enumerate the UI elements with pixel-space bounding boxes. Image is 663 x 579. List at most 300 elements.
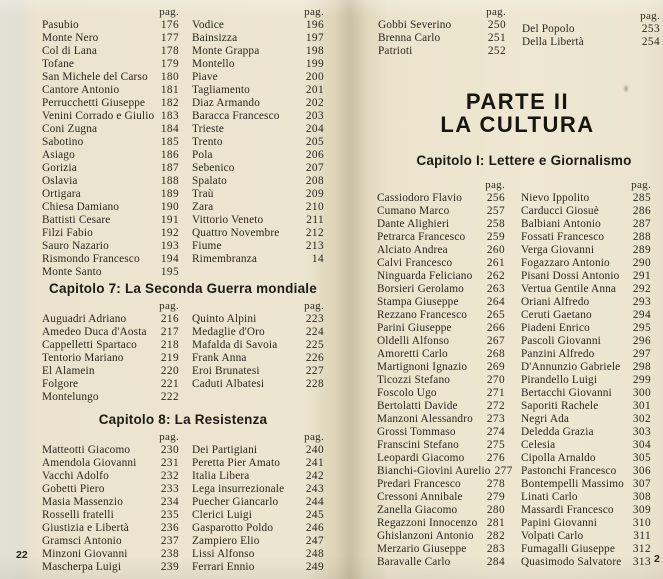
entry-name: Cipolla Arnaldo: [521, 452, 596, 464]
entry-page-number: 238: [160, 548, 179, 560]
entry-page-number: 297: [632, 348, 651, 360]
entry-name: Matteotti Giacomo: [42, 444, 131, 456]
entry-page-number: 286: [632, 205, 651, 217]
index-entry: [522, 36, 660, 49]
index-entry: [42, 227, 179, 240]
index-entry: [192, 561, 324, 574]
index-entry: [521, 517, 651, 530]
entry-name: Asiago: [42, 149, 75, 161]
index-entry: [377, 543, 505, 556]
entry-page-number: 247: [305, 535, 324, 547]
entry-name: Monte Nero: [42, 32, 99, 44]
entry-name: Baravalle Carlo: [377, 556, 451, 568]
entry-name: Minzoni Giovanni: [42, 548, 128, 560]
index-entry: [377, 257, 505, 270]
index-entry: [521, 439, 651, 452]
entry-name: Calvi Francesco: [377, 257, 453, 269]
index-entry: [377, 231, 505, 244]
entry-name: Traù: [192, 188, 214, 200]
index-entry: [521, 231, 651, 244]
entry-name: Battisti Cesare: [42, 214, 111, 226]
entry-name: Spalato: [192, 175, 227, 187]
entry-name: Tagliamento: [192, 84, 250, 96]
entry-name: Dante Alighieri: [377, 218, 450, 230]
entry-name: Bertacchi Giovanni: [521, 387, 612, 399]
index-entry: [42, 561, 179, 574]
entry-name: Fiume: [192, 240, 222, 252]
index-entry: [521, 257, 651, 270]
index-entry: [192, 136, 324, 149]
index-list: [192, 444, 324, 574]
entry-name: Patrioti: [378, 45, 413, 57]
index-entry: [521, 270, 651, 283]
index-column: [42, 300, 179, 404]
entry-name: Italia Libera: [192, 470, 250, 482]
index-entry: [377, 426, 505, 439]
entry-page-number: 200: [305, 71, 324, 83]
entry-name: Oldelli Alfonso: [377, 335, 450, 347]
entry-page-number: 204: [305, 123, 324, 135]
pag-header: pag.: [159, 6, 179, 18]
index-entry: [377, 387, 505, 400]
index-column: [522, 10, 660, 49]
index-entry: [192, 378, 324, 391]
chapter8-title: Capitolo 8: La Resistenza: [98, 412, 268, 427]
entry-page-number: 308: [632, 491, 651, 503]
index-entry: [378, 19, 506, 32]
entry-name: Tofane: [42, 58, 75, 70]
entry-name: Gobbi Severino: [378, 19, 452, 31]
entry-page-number: 294: [632, 309, 651, 321]
index-entry: [521, 309, 651, 322]
entry-name: Mafalda di Savoia: [192, 339, 278, 351]
index-entry: [192, 339, 324, 352]
entry-name: Amedeo Duca d'Aosta: [42, 326, 147, 338]
entry-name: Deledda Grazia: [521, 426, 594, 438]
entry-name: Amendola Giovanni: [42, 457, 137, 469]
entry-page-number: 199: [305, 58, 324, 70]
entry-name: Carducci Giosuè: [521, 205, 599, 217]
index-entry: [378, 32, 506, 45]
entry-name: Parini Giuseppe: [377, 322, 452, 334]
index-entry: [192, 496, 324, 509]
entry-page-number: 198: [305, 45, 324, 57]
entry-page-number: 209: [305, 188, 324, 200]
entry-page-number: 266: [486, 322, 505, 334]
entry-page-number: 222: [160, 391, 179, 403]
pag-header: pag.: [485, 179, 505, 191]
index-entry: [42, 19, 179, 32]
index-entry: [377, 192, 505, 205]
entry-page-number: 304: [632, 439, 651, 451]
entry-page-number: 213: [305, 240, 324, 252]
entry-page-number: 289: [632, 244, 651, 256]
index-entry: [377, 556, 505, 569]
part-title-line1: PARTE II: [465, 89, 570, 114]
entry-page-number: 260: [486, 244, 505, 256]
entry-name: Cappelletti Spartaco: [42, 339, 137, 351]
pag-header: pag.: [640, 10, 660, 22]
entry-name: San Michele del Carso: [42, 71, 148, 83]
index-entry: [377, 283, 505, 296]
index-list: [522, 23, 660, 49]
index-entry: [377, 517, 505, 530]
pag-header: pag.: [159, 431, 179, 443]
entry-page-number: 206: [305, 149, 324, 161]
index-entry: [42, 253, 179, 266]
entry-page-number: 287: [632, 218, 651, 230]
entry-name: Pola: [192, 149, 213, 161]
index-entry: [42, 365, 179, 378]
index-column: [192, 300, 324, 391]
entry-name: Bainsizza: [192, 32, 238, 44]
index-entry: [42, 548, 179, 561]
entry-name: Masia Massenzio: [42, 496, 123, 508]
part-title-line2: LA CULTURA: [440, 112, 595, 137]
entry-page-number: 253: [641, 23, 660, 35]
index-entry: [192, 365, 324, 378]
index-entry: [192, 19, 324, 32]
entry-page-number: 262: [486, 270, 505, 282]
entry-name: Nievo Ippolito: [521, 192, 590, 204]
index-entry: [377, 452, 505, 465]
entry-name: Trieste: [192, 123, 225, 135]
entry-name: Mascherpa Luigi: [42, 561, 122, 573]
entry-name: Vertua Gentile Anna: [521, 283, 617, 295]
entry-page-number: 305: [632, 452, 651, 464]
entry-page-number: 276: [486, 452, 505, 464]
index-entry: [377, 491, 505, 504]
index-entry: [192, 483, 324, 496]
entry-name: Frank Anna: [192, 352, 247, 364]
entry-page-number: 180: [160, 71, 179, 83]
entry-name: Rezzano Francesco: [377, 309, 468, 321]
entry-name: Folgore: [42, 378, 79, 390]
entry-page-number: 177: [160, 32, 179, 44]
entry-name: Ferrari Ennio: [192, 561, 255, 573]
index-entry: [192, 214, 324, 227]
index-entry: [42, 71, 179, 84]
index-entry: [192, 352, 324, 365]
entry-page-number: 193: [160, 240, 179, 252]
index-entry: [521, 452, 651, 465]
entry-page-number: 258: [486, 218, 505, 230]
pag-header: pag.: [631, 179, 651, 191]
index-list: [42, 313, 179, 404]
index-entry: [192, 97, 324, 110]
entry-page-number: 300: [632, 387, 651, 399]
entry-name: Caduti Albatesi: [192, 378, 265, 390]
entry-page-number: 228: [305, 378, 324, 390]
entry-page-number: 225: [305, 339, 324, 351]
pag-header: pag.: [304, 431, 324, 443]
index-column: [42, 431, 179, 574]
entry-page-number: 212: [305, 227, 324, 239]
entry-name: Saporiti Rachele: [521, 400, 599, 412]
index-list: [521, 192, 651, 569]
index-list: [192, 313, 324, 391]
entry-name: El Alamein: [42, 365, 95, 377]
index-column: [521, 179, 651, 569]
entry-page-number: 280: [486, 504, 505, 516]
entry-name: Celesia: [521, 439, 556, 451]
entry-name: Foscolo Ugo: [377, 387, 437, 399]
entry-page-number: 232: [160, 470, 179, 482]
index-entry: [42, 214, 179, 227]
index-entry: [42, 522, 179, 535]
entry-page-number: 285: [632, 192, 651, 204]
entry-page-number: 244: [305, 496, 324, 508]
index-entry: [42, 496, 179, 509]
entry-name: Merzario Giuseppe: [377, 543, 467, 555]
index-entry: [521, 283, 651, 296]
entry-name: Baracca Francesco: [192, 110, 280, 122]
entry-name: Negri Ada: [521, 413, 570, 425]
entry-page-number: 227: [305, 365, 324, 377]
entry-name: Col di Lana: [42, 45, 97, 57]
index-entry: [42, 84, 179, 97]
entry-name: Manzoni Alessandro: [377, 413, 473, 425]
entry-name: Giustizia e Libertà: [42, 522, 129, 534]
entry-name: Petrarca Francesco: [377, 231, 466, 243]
index-entry: [42, 162, 179, 175]
index-entry: [522, 23, 660, 36]
index-entry: [521, 244, 651, 257]
entry-name: Piave: [192, 71, 218, 83]
entry-page-number: 274: [486, 426, 505, 438]
entry-page-number: 256: [486, 192, 505, 204]
entry-name: Alciato Andrea: [377, 244, 448, 256]
index-list: [192, 19, 324, 266]
index-entry: [377, 478, 505, 491]
entry-page-number: 205: [305, 136, 324, 148]
entry-name: Perrucchetti Giuseppe: [42, 97, 146, 109]
index-entry: [192, 149, 324, 162]
entry-page-number: 254: [641, 36, 660, 48]
entry-page-number: 309: [632, 504, 651, 516]
index-entry: [192, 326, 324, 339]
entry-page-number: 293: [632, 296, 651, 308]
entry-page-number: 207: [305, 162, 324, 174]
index-entry: [521, 335, 651, 348]
index-entry: [521, 491, 651, 504]
entry-page-number: 194: [160, 253, 179, 265]
entry-name: Zampiero Elio: [192, 535, 260, 547]
entry-name: Borsieri Gerolamo: [377, 283, 464, 295]
entry-name: Amoretti Carlo: [377, 348, 448, 360]
entry-name: Fumagalli Giuseppe: [521, 543, 616, 555]
index-entry: [378, 45, 506, 58]
entry-page-number: 259: [486, 231, 505, 243]
index-entry: [42, 352, 179, 365]
entry-name: Zara: [192, 201, 214, 213]
index-column: [192, 6, 324, 266]
index-entry: [42, 266, 179, 279]
index-entry: [377, 244, 505, 257]
index-entry: [42, 175, 179, 188]
pag-header: pag.: [486, 6, 506, 18]
entry-name: Piadeni Enrico: [521, 322, 590, 334]
index-entry: [42, 470, 179, 483]
entry-page-number: 270: [486, 374, 505, 386]
chapter1-title: Capitolo I: Lettere e Giornalismo: [416, 153, 632, 168]
entry-page-number: 196: [305, 19, 324, 31]
index-entry: [42, 483, 179, 496]
entry-name: Sebenico: [192, 162, 235, 174]
index-entry: [42, 378, 179, 391]
entry-page-number: 202: [305, 97, 324, 109]
entry-name: Pirandello Luigi: [521, 374, 598, 386]
entry-page-number: 189: [160, 188, 179, 200]
entry-page-number: 239: [160, 561, 179, 573]
index-entry: [42, 535, 179, 548]
entry-page-number: 231: [160, 457, 179, 469]
entry-page-number: 219: [160, 352, 179, 364]
index-entry: [42, 391, 179, 404]
entry-page-number: 235: [160, 509, 179, 521]
index-entry: [521, 387, 651, 400]
index-entry: [192, 45, 324, 58]
entry-page-number: 233: [160, 483, 179, 495]
index-entry: [42, 136, 179, 149]
index-entry: [42, 326, 179, 339]
entry-name: Oriani Alfredo: [521, 296, 590, 308]
entry-name: Quinto Alpini: [192, 313, 257, 325]
entry-page-number: 203: [305, 110, 324, 122]
entry-page-number: 236: [160, 522, 179, 534]
index-entry: [42, 188, 179, 201]
entry-name: Volpati Carlo: [521, 530, 584, 542]
entry-page-number: 188: [160, 175, 179, 187]
index-entry: [192, 509, 324, 522]
entry-page-number: 242: [305, 470, 324, 482]
index-column: [378, 6, 506, 58]
index-entry: [42, 110, 179, 123]
index-entry: [377, 309, 505, 322]
entry-page-number: 279: [486, 491, 505, 503]
entry-page-number: 275: [486, 439, 505, 451]
entry-page-number: 190: [160, 201, 179, 213]
entry-name: Monte Grappa: [192, 45, 260, 57]
entry-page-number: 230: [160, 444, 179, 456]
entry-name: Ortigara: [42, 188, 81, 200]
entry-page-number: 271: [486, 387, 505, 399]
entry-page-number: 245: [305, 509, 324, 521]
entry-name: Papini Giovanni: [521, 517, 597, 529]
entry-page-number: 186: [160, 149, 179, 161]
entry-name: Della Libertà: [522, 36, 584, 48]
entry-name: Pascoli Giovanni: [521, 335, 601, 347]
entry-name: Monte Santo: [42, 266, 102, 278]
entry-name: Vacchi Adolfo: [42, 470, 109, 482]
index-entry: [377, 439, 505, 452]
index-entry: [192, 535, 324, 548]
entry-name: Franscini Stefano: [377, 439, 459, 451]
index-entry: [377, 465, 513, 478]
entry-page-number: 224: [305, 326, 324, 338]
left-folio-number: 22: [16, 549, 28, 561]
index-entry: [192, 253, 324, 266]
index-entry: [192, 457, 324, 470]
entry-page-number: 277: [494, 465, 513, 477]
entry-page-number: 282: [486, 530, 505, 542]
index-entry: [521, 504, 651, 517]
entry-name: Bontempelli Massimo: [521, 478, 624, 490]
entry-name: Gasparotto Poldo: [192, 522, 274, 534]
entry-page-number: 243: [305, 483, 324, 495]
entry-name: Peretta Pier Amato: [192, 457, 281, 469]
entry-name: Sabotino: [42, 136, 84, 148]
entry-page-number: 269: [486, 361, 505, 373]
entry-page-number: 312: [632, 543, 651, 555]
entry-page-number: 263: [486, 283, 505, 295]
index-column: [192, 431, 324, 574]
index-entry: [521, 426, 651, 439]
index-entry: [377, 374, 505, 387]
index-entry: [192, 470, 324, 483]
index-entry: [521, 322, 651, 335]
entry-page-number: 179: [160, 58, 179, 70]
index-entry: [42, 509, 179, 522]
index-entry: [42, 444, 179, 457]
entry-name: Panzini Alfredo: [521, 348, 595, 360]
entry-page-number: 298: [632, 361, 651, 373]
entry-page-number: 268: [486, 348, 505, 360]
index-entry: [377, 335, 505, 348]
entry-name: Medaglie d'Oro: [192, 326, 265, 338]
entry-page-number: 191: [160, 214, 179, 226]
entry-name: Ceruti Gaetano: [521, 309, 592, 321]
entry-name: Brenna Carlo: [378, 32, 441, 44]
entry-page-number: 250: [487, 19, 506, 31]
index-entry: [521, 374, 651, 387]
entry-name: Oslavia: [42, 175, 78, 187]
entry-name: Lissi Alfonso: [192, 548, 255, 560]
index-entry: [42, 457, 179, 470]
entry-name: Clerici Luigi: [192, 509, 252, 521]
entry-name: Linati Carlo: [521, 491, 578, 503]
entry-name: Montelungo: [42, 391, 99, 403]
index-entry: [521, 361, 651, 374]
chapter7-title: Capitolo 7: La Seconda Guerra mondiale: [49, 281, 317, 296]
index-entry: [521, 478, 651, 491]
entry-page-number: 306: [632, 465, 651, 477]
part-title: [380, 90, 655, 136]
entry-page-number: 296: [632, 335, 651, 347]
index-entry: [192, 84, 324, 97]
entry-name: Rismondo Francesco: [42, 253, 140, 265]
entry-page-number: 261: [486, 257, 505, 269]
entry-page-number: 265: [486, 309, 505, 321]
entry-page-number: 252: [487, 45, 506, 57]
entry-page-number: 182: [160, 97, 179, 109]
entry-page-number: 208: [305, 175, 324, 187]
entry-page-number: 273: [486, 413, 505, 425]
entry-name: Bianchi-Giovini Aurelio: [377, 465, 491, 477]
entry-page-number: 226: [305, 352, 324, 364]
index-entry: [192, 32, 324, 45]
entry-name: Puecher Giancarlo: [192, 496, 279, 508]
index-entry: [377, 400, 505, 413]
index-list: [42, 444, 179, 574]
entry-name: Grossi Tommaso: [377, 426, 456, 438]
index-list: [377, 192, 513, 569]
entry-page-number: 281: [486, 517, 505, 529]
entry-name: Vodice: [192, 19, 225, 31]
entry-name: Venini Corrado e Giulio: [42, 110, 155, 122]
index-entry: [192, 162, 324, 175]
entry-page-number: 288: [632, 231, 651, 243]
